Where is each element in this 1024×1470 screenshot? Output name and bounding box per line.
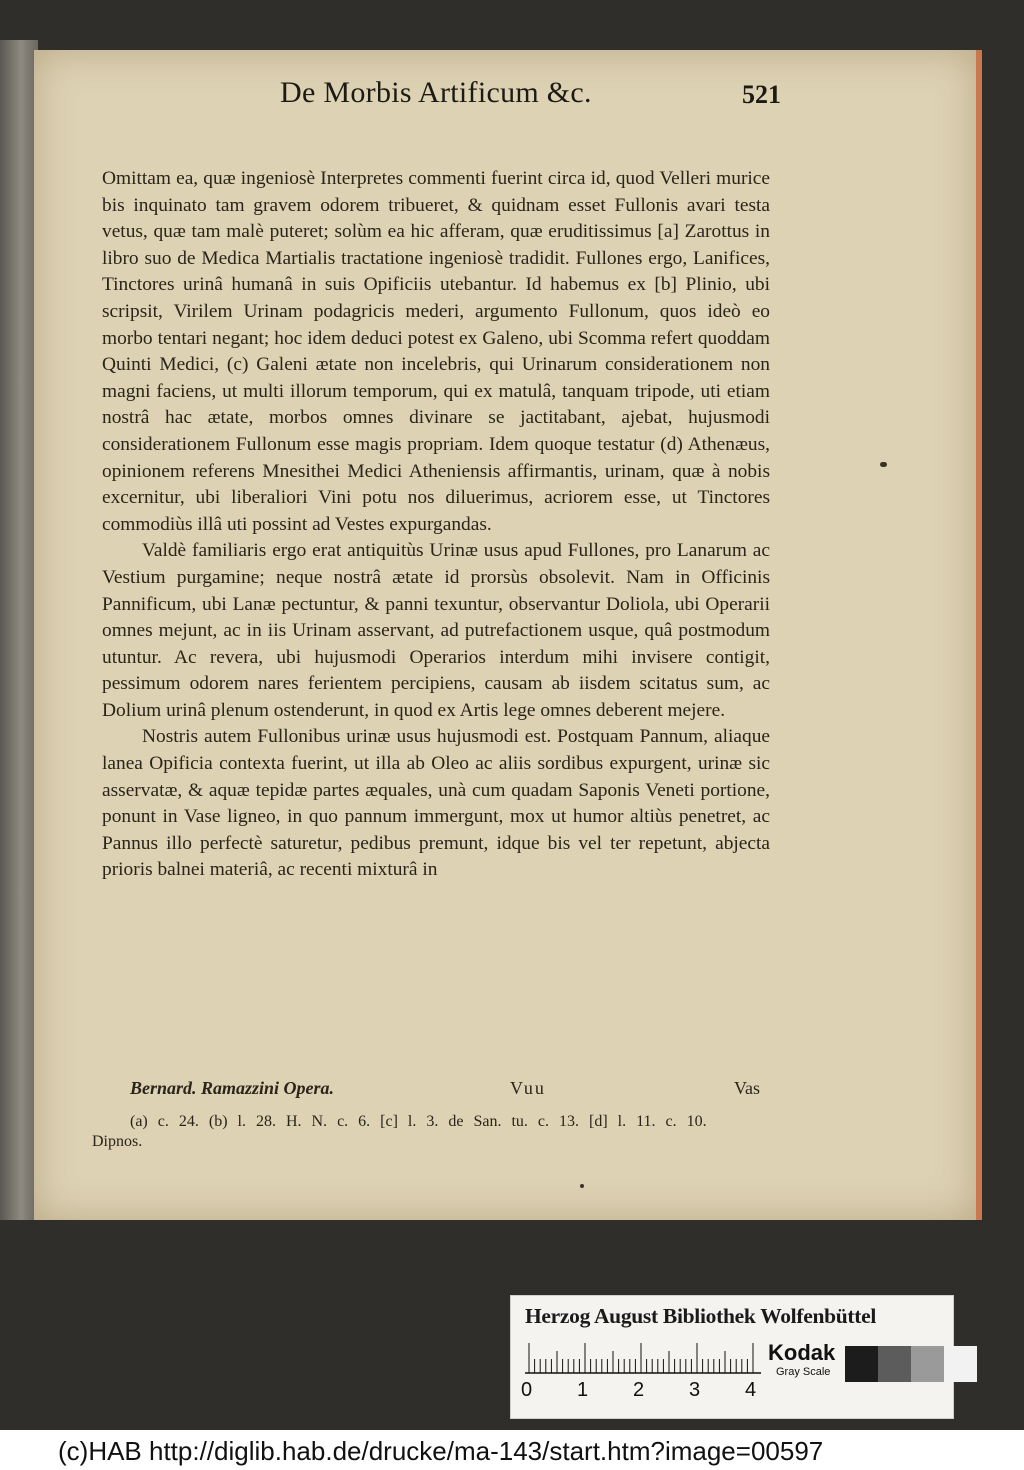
book-edge-left xyxy=(0,40,38,1220)
library-color-card xyxy=(510,1295,954,1419)
ruler-number: 2 xyxy=(633,1379,645,1401)
signature-title: Bernard. Ramazzini Opera. xyxy=(130,1078,335,1098)
signature-mark: Vuu xyxy=(510,1078,546,1098)
gray-swatch xyxy=(845,1346,878,1382)
ruler-number: 4 xyxy=(745,1379,757,1401)
paragraph-3: Nostris autem Fullonibus urinæ usus hujusmodi est. Postquam Pannum, aliaque lanea Opificia contexta fuerint, ut illa ab Oleo ac aliis sordibus expurgent, urinæ sic asservatæ, & aquæ tepidæ partes æquales, unà cum quadam Saponis Veneti portione, ponunt in Vase ligneo, in quo pannum immergunt, mox ut humor altiùs penetret, ac Pannus illo perfectè saturetur, pedibus premunt, idque bis vel ter repetunt, abjecta prioris balnei materiâ, ac recenti mixturâ in xyxy=(102,726,770,881)
ink-spot xyxy=(880,462,887,467)
footer-url: (c)HAB http://diglib.hab.de/drucke/ma-143/start.htm?image=00597 xyxy=(58,1436,824,1466)
paragraph-2: Valdè familiaris ergo erat antiquitùs Urinæ usus apud Fullones, pro Lanarum ac Vestium purgamine; neque nostrâ ætate id prorsùs obsolevit. Nam in Officinis Pannificum, ubi Lanæ pectuntur, & panni texuntur, observantur Doliola, ubi Operarii omnes mejunt, ac in iis Urinam asservant, ad putrefactionem usque, quâ postmodum utuntur. Ac revera, ubi hujusmodi Operarios interdum mihi invisere contigit, pessimum odorem nares ferientem percipiens, causam ab iisdem scitatus sum, ac Dolium urinâ plenum ostenderunt, in quod ex Artis lege omnes deberent mejere. xyxy=(102,540,770,721)
catchword: Vas xyxy=(734,1078,760,1098)
gray-swatch xyxy=(944,1346,977,1382)
running-header: De Morbis Artificum &c. xyxy=(280,76,592,109)
gray-swatches xyxy=(845,1346,977,1382)
footnote-line: (a) c. 24. (b) l. 28. H. N. c. 6. [c] l. 3. de San. tu. c. 13. [d] l. 11. c. 10. xyxy=(130,1113,707,1130)
ink-spot xyxy=(580,1184,584,1188)
ruler-number: 3 xyxy=(689,1379,701,1401)
body-text xyxy=(102,166,770,884)
ruler-numbers xyxy=(521,1379,761,1405)
footnote-line: Dipnos. xyxy=(92,1133,143,1150)
kodak-logo: Kodak xyxy=(768,1340,836,1365)
paragraph-1: Omittam ea, quæ ingeniosè Interpretes commenti fuerint circa id, quod Velleri murice bis inquinato tam gravem odorem tribueret, & quidnam esset Fullonis avari testa vetus, quæ tam malè puteret; solùm ea hic afferam, quæ eruditissimus [a] Zarottus in libro suo de Medica Martialis tractatione ingeniosè tradidit. Fullones ergo, Lanifices, Tinctores urinâ humanâ in suis Opificiis utebantur. Id habemus ex [b] Plinio, ubi scripsit, Virilem Urinam podagricis mederi, argumento Fullonum, quos ideò eo morbo tentari negant; hoc idem deduci potest ex Galeno, ubi Scomma refert quoddam Quinti Medici, (c) Galeni ætate non incelebris, qui Urinarum considerationem non magni faciens, ut multi illorum temporum, qui ex matulâ, tanquam tripode, uti etiam nostrâ hac ætate, morbos omnes divinare se jactitabant, ajebat, hujusmodi considerationem Fullonum esse magis propriam. Idem quoque testatur (d) Athenæus, opinionem referens Mnesithei Medici Atheniensis affirmantis, urinam, quæ à nobis excernitur, ubi liberaliori Vini potu nos diluerimus, acriorem esse, ut Tinctores commodiùs illâ uti possint ad Vestes expurgandas. xyxy=(102,168,770,535)
ruler-number: 1 xyxy=(577,1379,589,1401)
library-name: Herzog August Bibliothek Wolfenbüttel xyxy=(525,1304,877,1328)
ruler-number: 0 xyxy=(521,1379,533,1401)
signature-line xyxy=(130,1078,760,1099)
page-number: 521 xyxy=(742,80,781,109)
footer-bar xyxy=(0,1430,1024,1470)
measurement-ruler xyxy=(525,1340,761,1374)
gray-scale-label: Gray Scale xyxy=(776,1366,831,1378)
gray-swatch xyxy=(911,1346,944,1382)
footnotes xyxy=(92,1112,762,1152)
gray-swatch xyxy=(878,1346,911,1382)
